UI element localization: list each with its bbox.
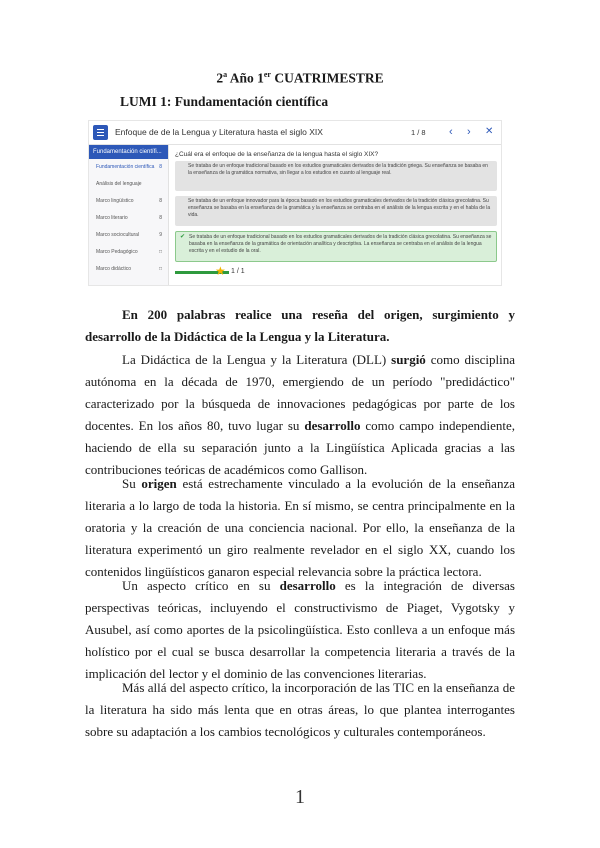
paragraph: Un aspecto crítico en su desarrollo es la integración de diversas perspectivas teóricas, incluyendo el constructivismo de Piaget, Vygotsky y Ausubel, así como aportes de la psicolingüística. Esto conlleva a un enfoque más holístico por el cual se busca desarrollar la competencia literaria a través de la implicación del lector y el dominio de las convenciones literarias.: [85, 578, 515, 681]
paragraph: Su origen está estrechamente vinculado a la evolución de la enseñanza literaria a lo largo de toda la historia. En sí mismo, se centra principalmente en la oratoria y la creación de una conciencia nacional. Por ello, la enseñanza de la literatura experimentó un giro realmente revelador en el siglo XX, cuando los contenidos lingüísticos ganaron especial relevancia sobre la práctica lectora.: [85, 476, 515, 579]
quiz-question: ¿Cuál era el enfoque de la enseñanza de la lengua hasta el siglo XIX?: [175, 151, 379, 158]
sidebar-item[interactable]: Marco lingüístico 8: [96, 198, 162, 204]
answer-option-text: Se trataba de un enfoque tradicional basado en los estudios gramaticales derivados de la tradición clásica grecolatina. Su enseñanza se basaba en la enseñanza de la gramática de orientación analítica y descriptiva. La enseñanza se centraba en el análisis de la lengua escrita y en el estudio de la oral.: [189, 234, 492, 254]
paragraph: La Didáctica de la Lengua y la Literatura (DLL) surgió como disciplina autónoma en la década de 1970, emergiendo de un período "predidáctico" caracterizado por la búsqueda de innovaciones pedagógicas por parte de los docentes. En los años 80, tuvo lugar su desarrollo como campo independiente, haciendo de ella su separación junto a la Lingüística Aplicada gracias a las contribuciones teóricas de académicos como Gallison.: [85, 352, 516, 477]
answer-option[interactable]: Se trataba de un enfoque tradicional basado en los estudios gramaticales derivados de la tradición griega. Su enseñanza se basaba en la enseñanza de la gramática normativa, sin llegar a los estudios en cuanto al lenguaje real.: [175, 161, 497, 191]
sidebar-item[interactable]: Marco didáctico □: [96, 266, 162, 272]
sidebar-item[interactable]: Marco Pedagógico □: [96, 249, 162, 255]
page-number: 1: [295, 786, 305, 808]
quiz-top-bar: [89, 121, 502, 145]
star-icon: ★: [215, 264, 226, 278]
chevron-left-icon[interactable]: ‹: [449, 126, 453, 138]
answer-option[interactable]: Se trataba de un enfoque innovador para la época basado en los estudios gramaticales derivados de la tradición clásica grecolatina. Su enseñanza se basaba en la enseñanza de la gramática y la enseñanza se centraba en el análisis de la lengua escrita y en el habla de la vida.: [175, 196, 497, 226]
sidebar-item[interactable]: Marco literario 8: [96, 215, 162, 221]
question-counter: 1 / 8: [411, 128, 426, 137]
answer-option-correct[interactable]: [175, 231, 497, 262]
quiz-title: Enfoque de de la Lengua y Literatura hasta el siglo XIX: [115, 127, 323, 137]
quiz-score: 1 / 1: [231, 268, 245, 275]
document-title-course: 2$^a$ Año 1er CUATRIMESTRE: [216, 70, 384, 86]
sidebar-item[interactable]: Fundamentación científica 8: [96, 164, 162, 170]
quiz-screenshot: [88, 120, 502, 286]
document-title-unit: LUMI 1: Fundamentación científica: [120, 94, 329, 109]
quiz-sidebar: [89, 145, 169, 286]
chevron-right-icon[interactable]: ›: [467, 126, 471, 138]
assignment-prompt: En 200 palabras realice una reseña del origen, surgimiento y desarrollo de la Didáctica de la Lengua y la Literatura.: [85, 307, 515, 344]
sidebar-item[interactable]: Análisis del lenguaje: [96, 181, 142, 187]
menu-icon[interactable]: [93, 125, 108, 140]
sidebar-header[interactable]: Fundamentación científi...: [89, 145, 168, 159]
paragraph: Más allá del aspecto crítico, la incorporación de las TIC en la enseñanza de la literatura ha sido más lenta que en otras áreas, lo que plantea interrogantes sobre su adaptación a los cambios tecnológicos y culturales contemporáneos.: [85, 680, 515, 739]
sidebar-item[interactable]: Marco sociocultural 9: [96, 232, 162, 238]
check-icon: ✔: [180, 234, 186, 240]
close-icon[interactable]: ✕: [485, 126, 494, 137]
